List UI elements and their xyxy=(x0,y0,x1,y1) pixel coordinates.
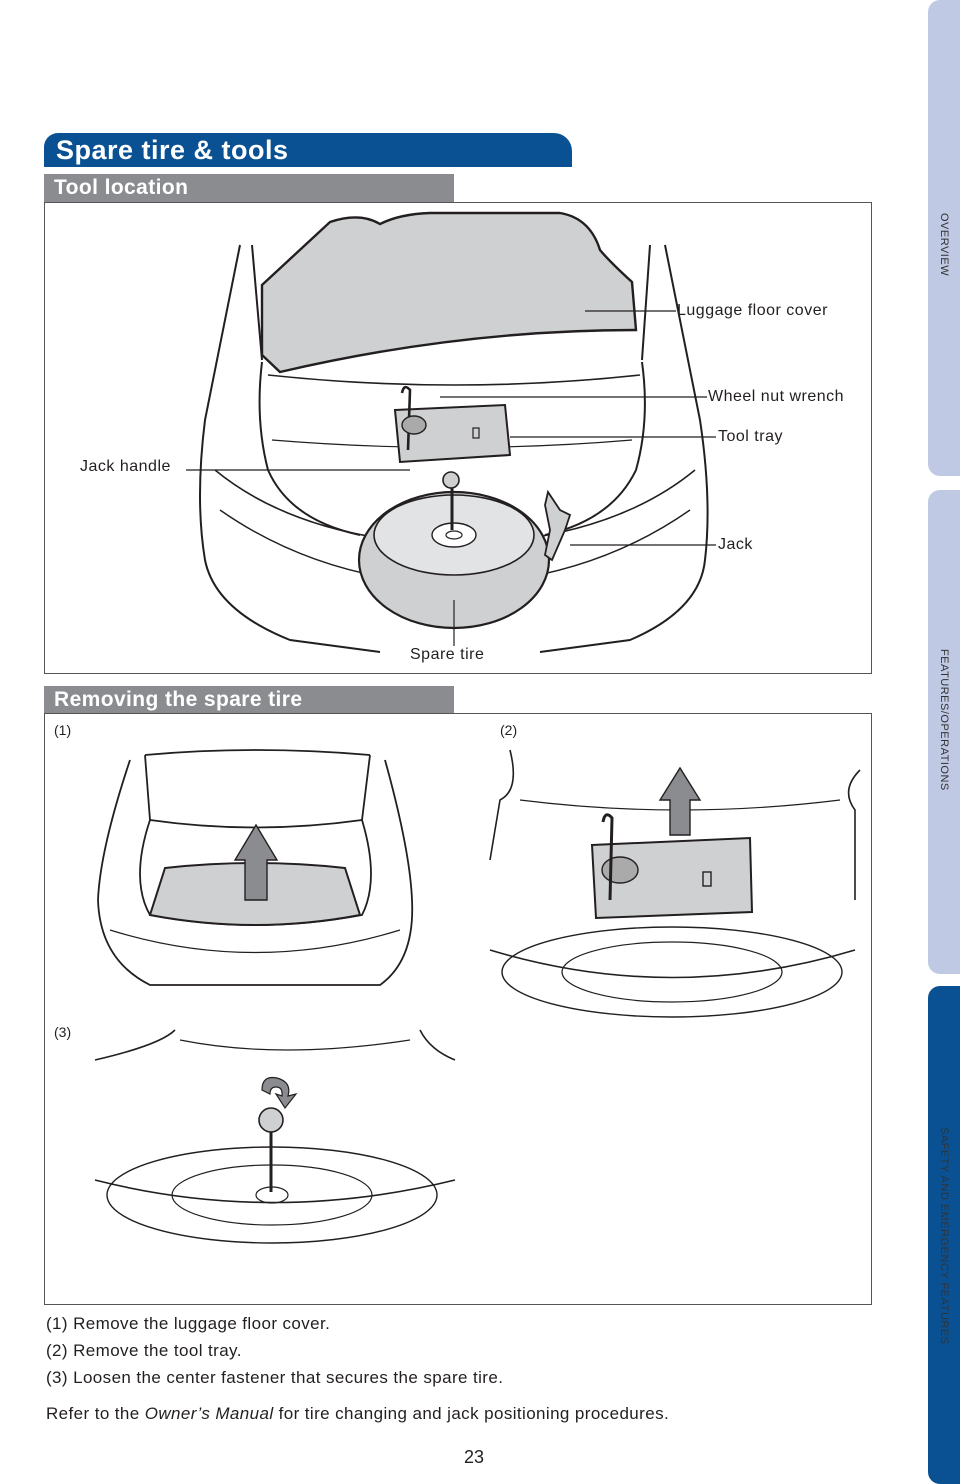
step3-well-shape xyxy=(95,1030,455,1243)
section-heading-removing-spare-tire: Removing the spare tire xyxy=(44,686,454,714)
callout-luggage-floor-cover: Luggage floor cover xyxy=(677,302,828,319)
reference-note-suffix: for tire changing and jack positioning procedures. xyxy=(273,1404,670,1423)
tab-features-operations-label: FEATURES/OPERATIONS xyxy=(938,649,950,791)
reference-note xyxy=(46,1404,669,1424)
tab-overview-label: OVERVIEW xyxy=(938,213,950,277)
callout-wheel-nut-wrench: Wheel nut wrench xyxy=(708,388,845,405)
step2-arrow-icon xyxy=(660,768,700,835)
reference-note-prefix: Refer to the xyxy=(46,1404,145,1423)
callout-jack: Jack xyxy=(718,536,753,553)
rotate-arrow-icon xyxy=(262,1078,296,1109)
step3-fastener-shape xyxy=(259,1108,283,1192)
step-label-1: (1) xyxy=(54,722,72,738)
instruction-step-3: (3) Loosen the center fastener that secures the spare tire. xyxy=(46,1368,504,1387)
page-title: Spare tire & tools xyxy=(44,133,572,167)
step-label-2: (2) xyxy=(500,722,518,738)
callout-tool-tray: Tool tray xyxy=(718,428,783,445)
tab-safety-emergency-label: SAFETY AND EMERGENCY FEATURES xyxy=(938,1127,950,1345)
instruction-step-2: (2) Remove the tool tray. xyxy=(46,1341,242,1360)
instruction-step-1: (1) Remove the luggage floor cover. xyxy=(46,1314,331,1333)
page-number: 23 xyxy=(464,1447,485,1467)
owners-manual-reference: Owner’s Manual xyxy=(144,1404,274,1423)
step-label-3: (3) xyxy=(54,1024,72,1040)
callout-spare-tire: Spare tire xyxy=(410,646,485,663)
callout-jack-handle: Jack handle xyxy=(80,458,171,475)
section-heading-tool-location: Tool location xyxy=(44,174,454,202)
